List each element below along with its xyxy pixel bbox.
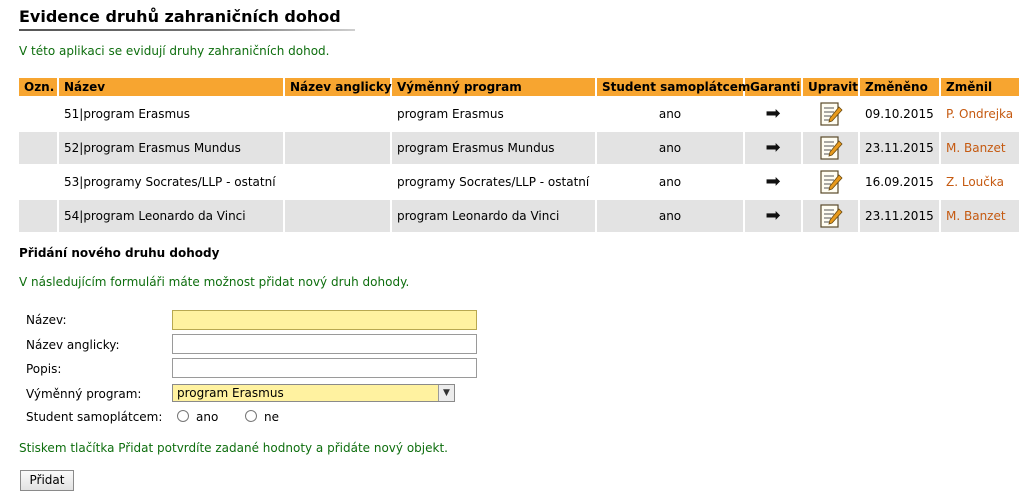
col-nazev-en[interactable]: Název anglicky bbox=[285, 78, 390, 96]
cell-program: programy Socrates/LLP - ostatní bbox=[392, 166, 595, 198]
cell-garanti[interactable] bbox=[745, 200, 801, 232]
table-header-row bbox=[19, 78, 1019, 96]
label-samoplatce: Student samoplátcem: bbox=[26, 410, 163, 424]
table-row bbox=[19, 98, 1019, 130]
edit-document-icon[interactable] bbox=[818, 135, 844, 161]
cell-nazev-en bbox=[285, 200, 390, 232]
chevron-down-icon[interactable]: ▼ bbox=[438, 385, 454, 401]
arrow-right-icon[interactable]: ➡ bbox=[765, 103, 781, 124]
cell-garanti[interactable] bbox=[745, 166, 801, 198]
nazev-field[interactable] bbox=[172, 310, 477, 330]
cell-nazev: 51|program Erasmus bbox=[59, 98, 283, 130]
title-underline bbox=[19, 29, 355, 31]
table-row bbox=[19, 166, 1019, 198]
cell-program: program Leonardo da Vinci bbox=[392, 200, 595, 232]
section-title: Přidání nového druhu dohody bbox=[19, 246, 220, 260]
cell-program: program Erasmus Mundus bbox=[392, 132, 595, 164]
cell-zmenil[interactable]: M. Banzet bbox=[941, 132, 1019, 164]
cell-garanti[interactable] bbox=[745, 132, 801, 164]
cell-samoplatce: ano bbox=[597, 98, 743, 130]
program-select-value: program Erasmus bbox=[177, 386, 284, 400]
cell-ozn bbox=[19, 98, 57, 130]
cell-upravit[interactable] bbox=[803, 98, 858, 130]
col-samoplatce[interactable]: Student samoplátcem bbox=[597, 78, 743, 96]
col-nazev[interactable]: Název bbox=[59, 78, 283, 96]
cell-zmeneno: 09.10.2015 bbox=[860, 98, 939, 130]
cell-zmeneno: 23.11.2015 bbox=[860, 132, 939, 164]
radio-ano[interactable] bbox=[177, 410, 189, 422]
submit-hint: Stiskem tlačítka Přidat potvrdíte zadané hodnoty a přidáte nový objekt. bbox=[19, 441, 448, 455]
cell-upravit[interactable] bbox=[803, 200, 858, 232]
arrow-right-icon[interactable]: ➡ bbox=[765, 205, 781, 226]
label-popis: Popis: bbox=[26, 362, 62, 376]
label-program: Výměnný program: bbox=[26, 387, 142, 401]
cell-zmeneno: 23.11.2015 bbox=[860, 200, 939, 232]
cell-zmenil[interactable]: Z. Loučka bbox=[941, 166, 1019, 198]
cell-program: program Erasmus bbox=[392, 98, 595, 130]
table-row bbox=[19, 132, 1019, 164]
cell-samoplatce: ano bbox=[597, 200, 743, 232]
arrow-right-icon[interactable]: ➡ bbox=[765, 137, 781, 158]
cell-upravit[interactable] bbox=[803, 166, 858, 198]
cell-nazev: 54|program Leonardo da Vinci bbox=[59, 200, 283, 232]
cell-nazev-en bbox=[285, 132, 390, 164]
col-ozn[interactable]: Ozn. bbox=[19, 78, 57, 96]
cell-nazev-en bbox=[285, 98, 390, 130]
edit-document-icon[interactable] bbox=[818, 203, 844, 229]
col-garanti: Garanti bbox=[745, 78, 801, 96]
label-nazev-en: Název anglicky: bbox=[26, 338, 120, 352]
cell-zmeneno: 16.09.2015 bbox=[860, 166, 939, 198]
program-select[interactable] bbox=[172, 384, 455, 402]
label-nazev: Název: bbox=[26, 313, 67, 327]
page-title: Evidence druhů zahraničních dohod bbox=[19, 7, 341, 26]
agreement-types-table bbox=[17, 76, 1021, 234]
arrow-right-icon[interactable]: ➡ bbox=[765, 171, 781, 192]
nazev-en-field[interactable] bbox=[172, 334, 477, 354]
cell-zmenil[interactable]: M. Banzet bbox=[941, 200, 1019, 232]
form-hint: V následujícím formuláři máte možnost přidat nový druh dohody. bbox=[19, 275, 410, 289]
cell-ozn bbox=[19, 166, 57, 198]
table-row bbox=[19, 200, 1019, 232]
col-zmenil[interactable]: Změnil bbox=[941, 78, 1019, 96]
cell-nazev: 52|program Erasmus Mundus bbox=[59, 132, 283, 164]
edit-document-icon[interactable] bbox=[818, 169, 844, 195]
edit-document-icon[interactable] bbox=[818, 101, 844, 127]
cell-ozn bbox=[19, 132, 57, 164]
cell-garanti[interactable] bbox=[745, 98, 801, 130]
col-upravit: Upravit bbox=[803, 78, 858, 96]
cell-nazev-en bbox=[285, 166, 390, 198]
cell-upravit[interactable] bbox=[803, 132, 858, 164]
cell-samoplatce: ano bbox=[597, 132, 743, 164]
cell-zmenil[interactable]: P. Ondrejka bbox=[941, 98, 1019, 130]
radio-ano-label: ano bbox=[196, 410, 219, 424]
cell-nazev: 53|programy Socrates/LLP - ostatní bbox=[59, 166, 283, 198]
add-button[interactable]: Přidat bbox=[20, 470, 74, 491]
cell-samoplatce: ano bbox=[597, 166, 743, 198]
col-program[interactable]: Výměnný program bbox=[392, 78, 595, 96]
popis-field[interactable] bbox=[172, 358, 477, 378]
intro-text: V této aplikaci se evidují druhy zahraničních dohod. bbox=[19, 44, 330, 58]
radio-ne[interactable] bbox=[245, 410, 257, 422]
cell-ozn bbox=[19, 200, 57, 232]
radio-ne-label: ne bbox=[264, 410, 279, 424]
col-zmeneno[interactable]: Změněno bbox=[860, 78, 939, 96]
